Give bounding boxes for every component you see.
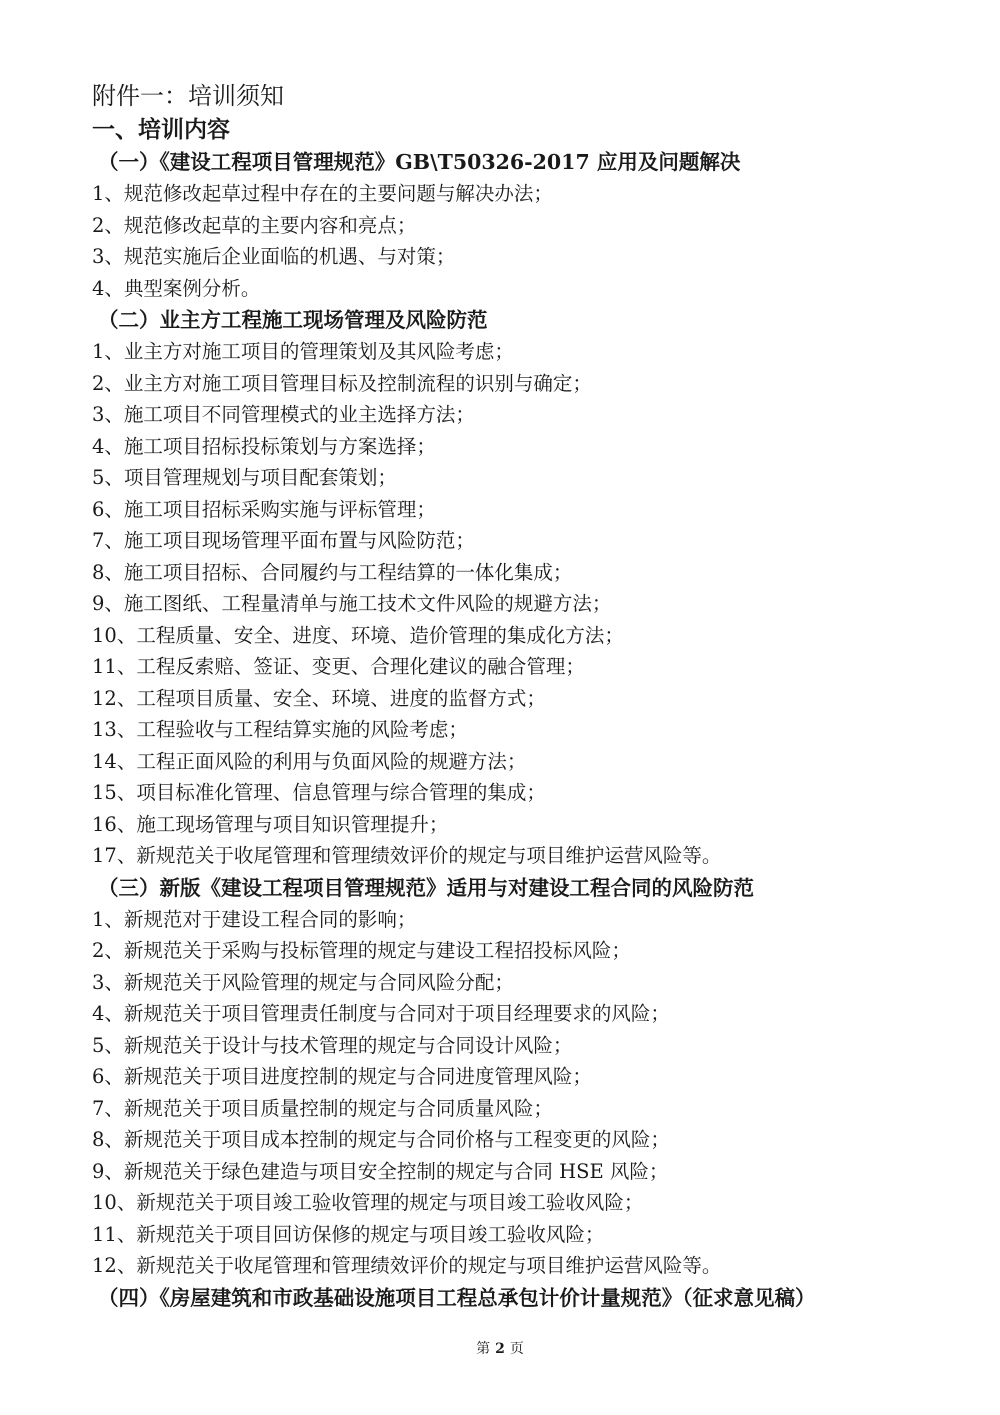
list-item: 2、业主方对施工项目管理目标及控制流程的识别与确定； bbox=[92, 371, 592, 395]
list-item: 5、项目管理规划与项目配套策划； bbox=[92, 466, 397, 489]
list-item: 3、规范实施后企业面临的机遇、与对策； bbox=[92, 245, 456, 268]
list-item: 6、新规范关于项目进度控制的规定与合同进度管理风险； bbox=[92, 1065, 592, 1088]
list-item: 9、新规范关于绿色建造与项目安全控制的规定与合同 HSE 风险； bbox=[92, 1159, 669, 1183]
list-item: 4、典型案例分析。 bbox=[92, 276, 261, 300]
list-item: 4、施工项目招标投标策划与方案选择； bbox=[92, 434, 436, 458]
subsection-heading: （二）业主方工程施工现场管理及风险防范 bbox=[98, 308, 488, 332]
list-item: 1、规范修改起草过程中存在的主要问题与解决办法； bbox=[92, 182, 553, 205]
list-item: 5、新规范关于设计与技术管理的规定与合同设计风险； bbox=[92, 1033, 573, 1057]
list-item: 16、施工现场管理与项目知识管理提升； bbox=[92, 812, 449, 836]
list-item: 10、工程质量、安全、进度、环境、造价管理的集成化方法； bbox=[92, 623, 624, 647]
list-item: 14、工程正面风险的利用与负面风险的规避方法； bbox=[92, 749, 527, 773]
list-item: 9、施工图纸、工程量清单与施工技术文件风险的规避方法； bbox=[92, 592, 612, 615]
list-item: 3、施工项目不同管理模式的业主选择方法； bbox=[92, 403, 475, 426]
list-item: 8、新规范关于项目成本控制的规定与合同价格与工程变更的风险； bbox=[92, 1128, 670, 1151]
list-item: 1、新规范对于建设工程合同的影响； bbox=[92, 907, 417, 931]
list-item: 2、规范修改起草的主要内容和亮点； bbox=[92, 213, 417, 237]
list-item: 3、新规范关于风险管理的规定与合同风险分配； bbox=[92, 970, 514, 994]
list-item: 11、工程反索赔、签证、变更、合理化建议的融合管理； bbox=[92, 655, 585, 678]
list-item: 12、工程项目质量、安全、环境、进度的监督方式； bbox=[92, 686, 546, 710]
list-item: 7、施工项目现场管理平面布置与风险防范； bbox=[92, 529, 475, 552]
list-item: 17、新规范关于收尾管理和管理绩效评价的规定与项目维护运营风险等。 bbox=[92, 844, 722, 867]
page-content bbox=[92, 78, 952, 1314]
section-heading-training-content: 一、培训内容 bbox=[92, 116, 230, 143]
page-number: 2 bbox=[495, 1341, 505, 1357]
subsection-heading: （四）《房屋建筑和市政基础设施项目工程总承包计价计量规范》（征求意见稿） bbox=[98, 1285, 816, 1310]
list-item: 6、施工项目招标采购实施与评标管理； bbox=[92, 497, 436, 521]
subsection-heading: （一）《建设工程项目管理规范》GB\T50326-2017 应用及问题解决 bbox=[98, 150, 741, 174]
footer-prefix: 第 bbox=[476, 1341, 491, 1357]
footer-suffix: 页 bbox=[509, 1341, 524, 1357]
list-item: 7、新规范关于项目质量控制的规定与合同质量风险； bbox=[92, 1096, 553, 1120]
attachment-title: 附件一：培训须知 bbox=[92, 82, 284, 110]
page-footer bbox=[0, 1339, 1000, 1359]
list-item: 15、项目标准化管理、信息管理与综合管理的集成； bbox=[92, 781, 546, 804]
list-item: 8、施工项目招标、合同履约与工程结算的一体化集成； bbox=[92, 560, 573, 584]
list-item: 4、新规范关于项目管理责任制度与合同对于项目经理要求的风险； bbox=[92, 1002, 670, 1025]
list-item: 11、新规范关于项目回访保修的规定与项目竣工验收风险； bbox=[92, 1222, 605, 1246]
subsection-heading: （三）新版《建设工程项目管理规范》适用与对建设工程合同的风险防范 bbox=[98, 875, 754, 900]
list-item: 12、新规范关于收尾管理和管理绩效评价的规定与项目维护运营风险等。 bbox=[92, 1254, 722, 1277]
list-item: 10、新规范关于项目竣工验收管理的规定与项目竣工验收风险； bbox=[92, 1191, 644, 1214]
list-item: 2、新规范关于采购与投标管理的规定与建设工程招投标风险； bbox=[92, 939, 631, 962]
list-item: 13、工程验收与工程结算实施的风险考虑； bbox=[92, 718, 468, 741]
subsections bbox=[92, 146, 952, 1314]
list-item: 1、业主方对施工项目的管理策划及其风险考虑； bbox=[92, 340, 514, 363]
